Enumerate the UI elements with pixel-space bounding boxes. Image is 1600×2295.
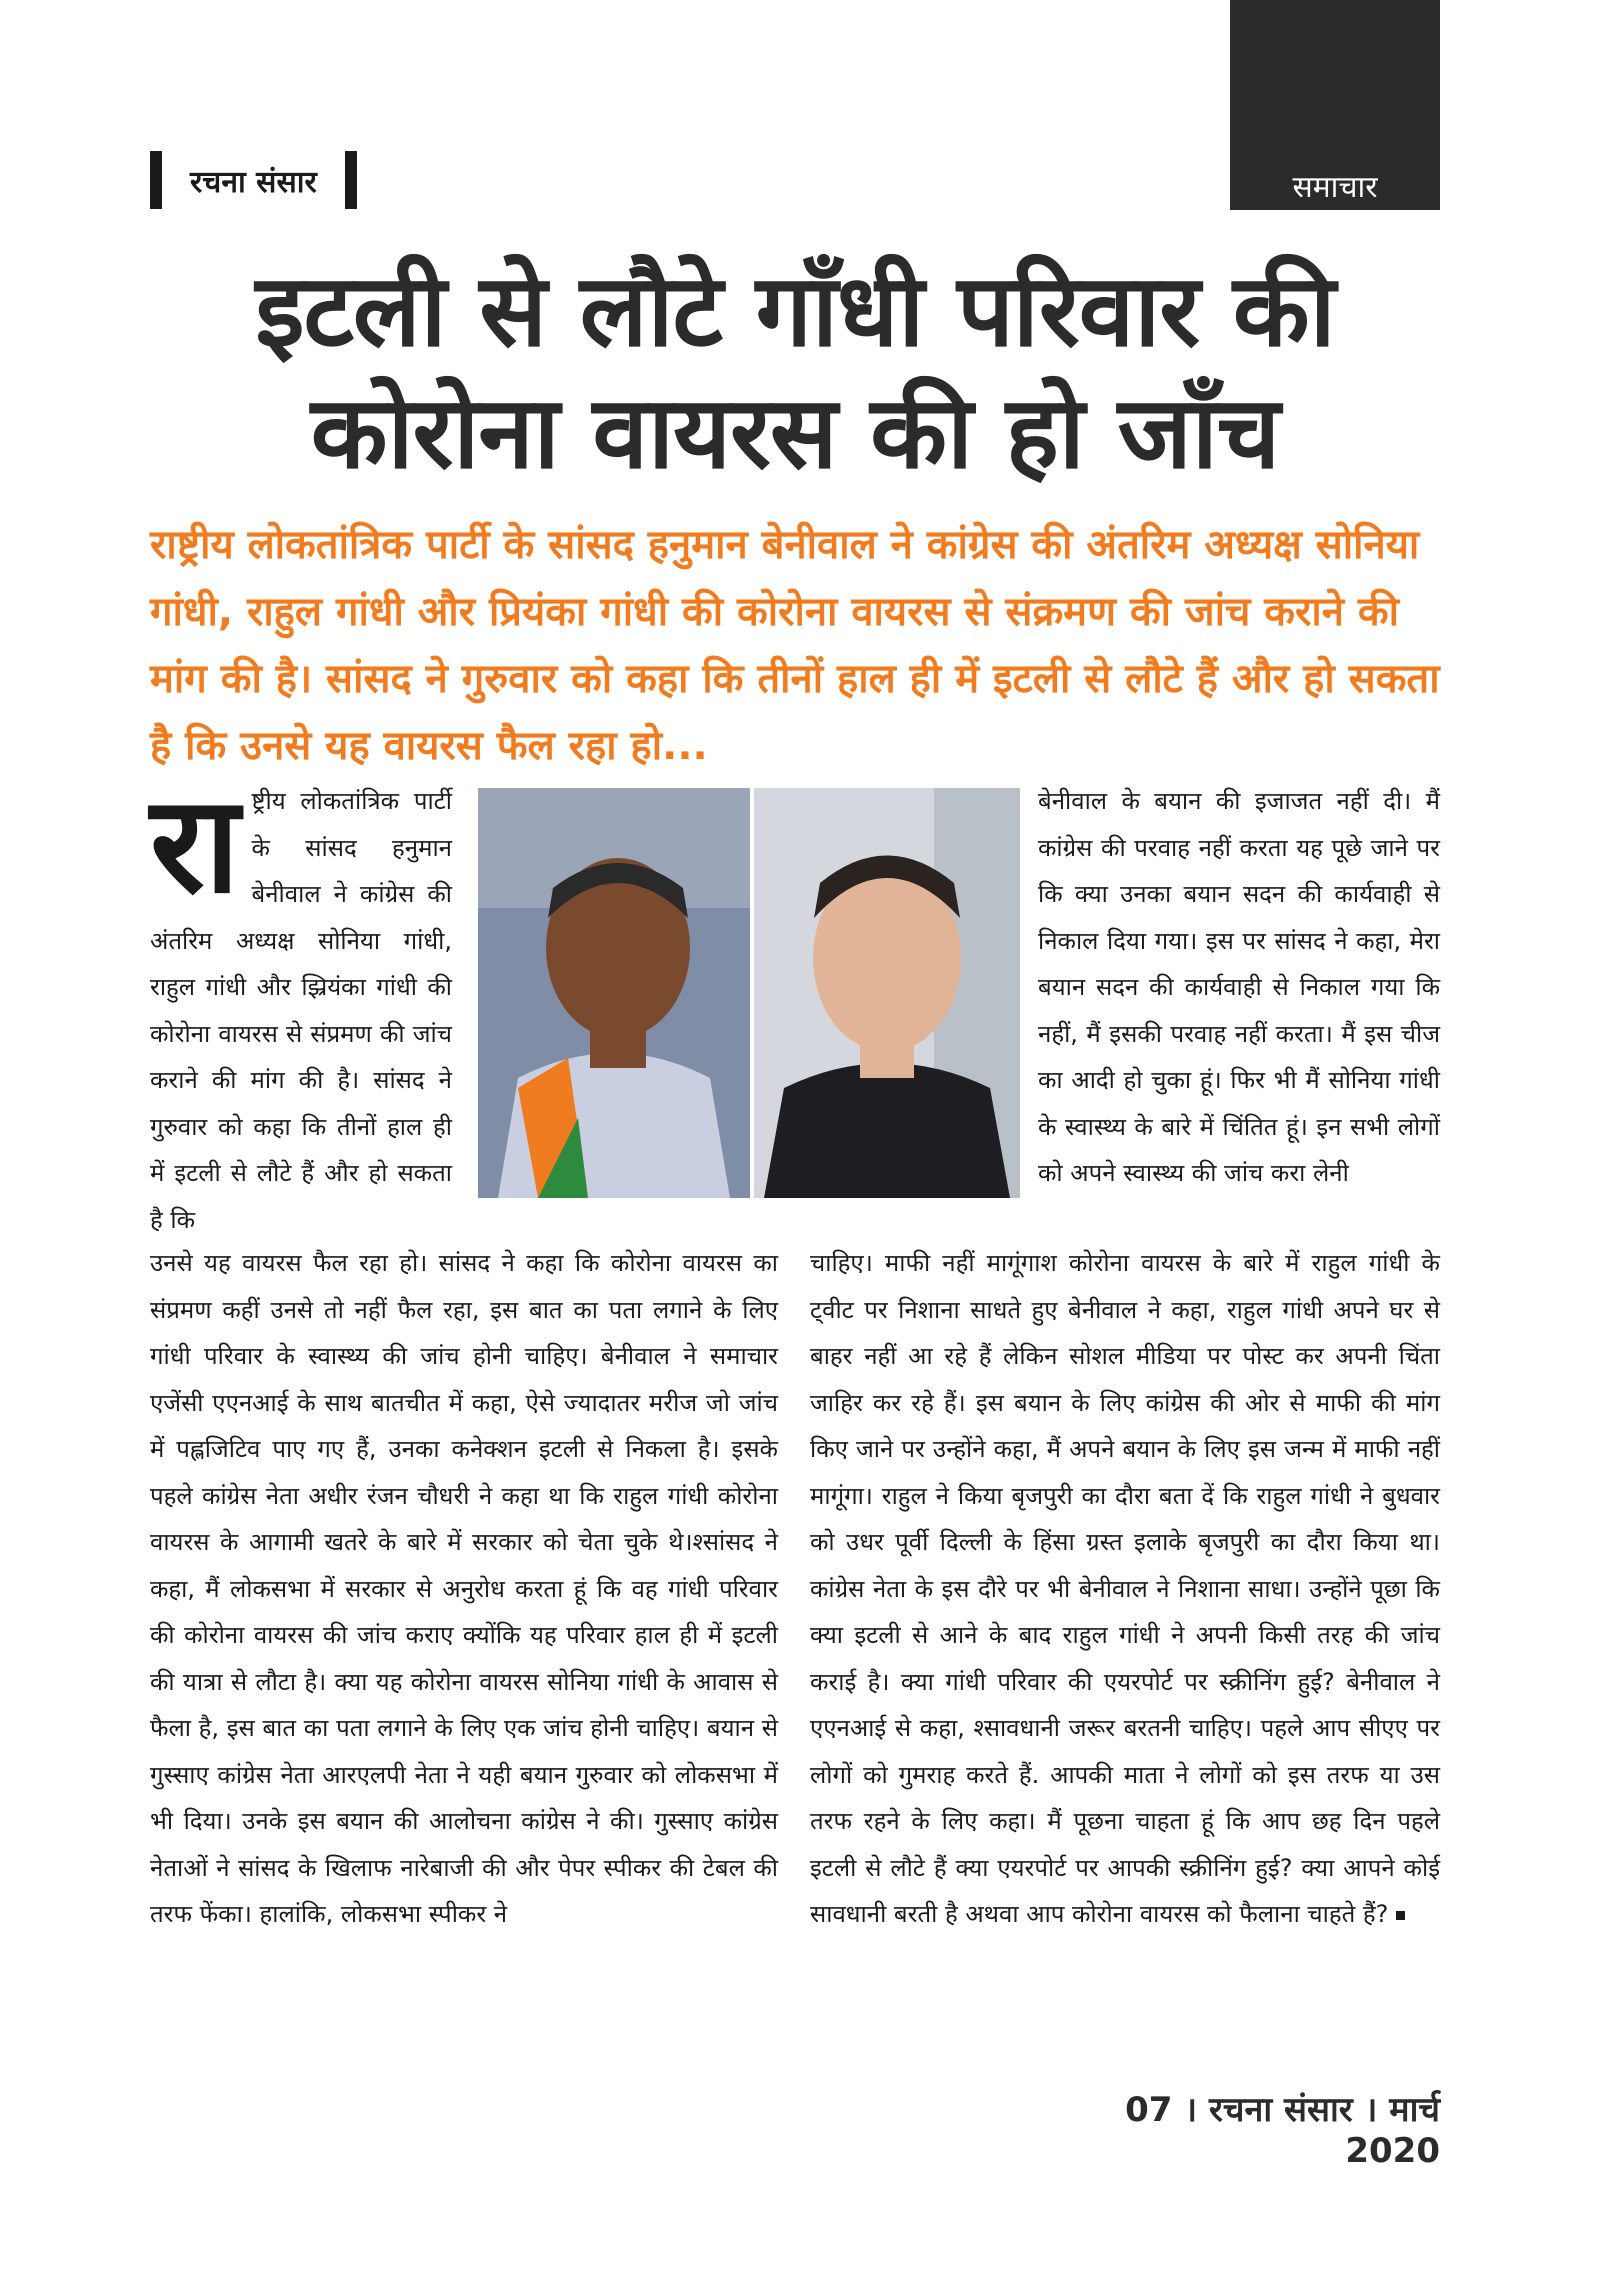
deck-summary: राष्ट्रीय लोकतांत्रिक पार्टी के सांसद हनुमान बेनीवाल ने कांग्रेस की अंतरिम अध्यक्ष सोनिया गांधी, राहुल गांधी और प्रियंका गांधी की कोरोना वायरस से संक्रमण की जांच कराने की मांग की है। सांसद ने गुरुवार को कहा कि तीनों हाल ही में इटली से लौटे हैं और हो सकता है कि उनसे यह वायरस फैल रहा हो... <box>150 522 1440 769</box>
end-mark <box>1396 1911 1405 1920</box>
headline-line-2: कोरोना वायरस की हो जाँच <box>310 374 1280 491</box>
magazine-section-label <box>150 150 357 210</box>
column-a-bottom: उनसे यह वायरस फैल रहा हो। सांसद ने कहा कि कोरोना वायरस का संप्रमण कहीं उनसे तो नहीं फैल रहा, इस बात का पता लगाने के लिए गांधी परिवार के स्वास्थ्य की जांच होनी चाहिए। बेनीवाल ने समाचार एजेंसी एएनआई के साथ बातचीत में कहा, ऐसे ज्यादातर मरीज जो जांच में पह्लजिटिव पाए गए हैं, उनका कनेक्शन इटली से निकला है। इसके पहले कांग्रेस नेता अधीर रंजन चौधरी ने कहा था कि राहुल गांधी कोरोना वायरस के आगामी खतरे के बारे में सरकार को चेता चुके थे।श्सांसद ने कहा, मैं लोकसभा में सरकार से अनुरोध करता हूं कि वह गांधी परिवार की कोरोना वायरस की जांच कराए क्योंकि यह परिवार हाल ही में इटली की यात्रा से लौटा है। क्या यह कोरोना वायरस सोनिया गांधी के आवास से फैला है, इस बात का पता लगाने के लिए एक जांच होनी चाहिए। बयान से गुस्साए कांग्रेस नेता आरएलपी नेता ने यही बयान गुरुवार को लोकसभा में भी दिया। उनके इस बयान की आलोचना कांग्रेस ने की। गुस्साए कांग्रेस नेताओं ने सांसद के खिलाफ नारेबाजी की और पेपर स्पीकर की टेबल की तरफ फेंका। हालांकि, लोकसभा स्पीकर ने <box>150 1249 778 1928</box>
photo-rahul-gandhi <box>754 788 1020 1198</box>
section-tag: समाचार <box>1292 169 1378 205</box>
column-a-top <box>150 767 452 1243</box>
column-a-top-text: ष्ट्रीय लोकतांत्रिक पार्टी के सांसद हनुमान बेनीवाल ने कांग्रेस की अंतरिम अध्यक्ष सोनिया गांधी, राहुल गांधी और झ्रियंका गांधी की कोरोना वायरस से संप्रमण की जांच कराने की मांग की है। सांसद ने गुरुवार को कहा कि तीनों हाल ही में इटली से लौटे हैं और हो सकता है कि <box>150 787 452 1234</box>
photo-hanuman-beniwal <box>478 788 750 1198</box>
headline <box>150 250 1440 494</box>
column-b-bottom-text: चाहिए। माफी नहीं मागूंगाश कोरोना वायरस के बारे में राहुल गांधी के ट्वीट पर निशाना साधते हुए बेनीवाल ने कहा, राहुल गांधी अपने घर से बाहर नहीं आ रहे हैं लेकिन सोशल मीडिया पर पोस्ट कर अपनी चिंता जाहिर कर रहे हैं। इस बयान के लिए कांग्रेस की ओर से माफी की मांग किए जाने पर उन्होंने कहा, मैं अपने बयान के लिए इस जन्म में माफी नहीं मागूंगा। राहुल ने किया बृजपुरी का दौरा बता दें कि राहुल गांधी ने बुधवार को उधर पूर्वी दिल्ली के हिंसा ग्रस्त इलाके बृजपुरी का दौरा किया था। कांग्रेस नेता के इस दौरे पर भी बेनीवाल ने निशाना साधा। उन्होंने पूछा कि क्या इटली से आने के बाद राहुल गांधी ने अपनी किसी तरह की जांच कराई है। क्या गांधी परिवार की एयरपोर्ट पर स्क्रीनिंग हुई? बेनीवाल ने एएनआई से कहा, श्सावधानी जरूर बरतनी चाहिए। पहले आप सीएए पर लोगों को गुमराह करते हैं. आपकी माता ने लोगों को इस तरफ या उस तरफ रहने के लिए कहा। मैं पूछना चाहता हूं कि आप छह दिन पहले इटली से लौटे हैं क्या एयरपोर्ट पर आपकी स्क्रीनिंग हुई? क्या आपने कोई सावधानी बरती है अथवा आप कोरोना वायरस को फैलाना चाहते हैं? <box>810 1249 1440 1928</box>
page-footer: 07 । रचना संसार । मार्च 2020 <box>1125 2090 1440 2171</box>
label-bar-left <box>150 151 162 209</box>
headline-line-1: इटली से लौटे गाँधी परिवार की <box>255 252 1335 369</box>
column-b-top: बेनीवाल के बयान की इजाजत नहीं दी। मैं कांग्रेस की परवाह नहीं करता यह पूछे जाने पर कि क्या उनका बयान सदन की कार्यवाही से निकाल दिया गया। इस पर सांसद ने कहा, मेरा बयान सदन की कार्यवाही से निकाल गया कि नहीं, मैं इसकी परवाह नहीं करता। मैं इस चीज का आदी हो चुका हूं। फिर भी मैं सोनिया गांधी के स्वास्थ्य के बारे में चिंतित हूं। इन सभी लोगों को अपने स्वास्थ्य की जांच करा लेनी <box>1038 787 1440 1187</box>
label-text: रचना संसार <box>190 164 317 200</box>
label-bar-right <box>345 151 357 209</box>
column-b-bottom <box>810 1240 1440 1938</box>
drop-cap: रा <box>150 767 240 923</box>
portrait-illustration-left <box>478 788 750 1198</box>
portrait-illustration-right <box>754 788 1020 1198</box>
